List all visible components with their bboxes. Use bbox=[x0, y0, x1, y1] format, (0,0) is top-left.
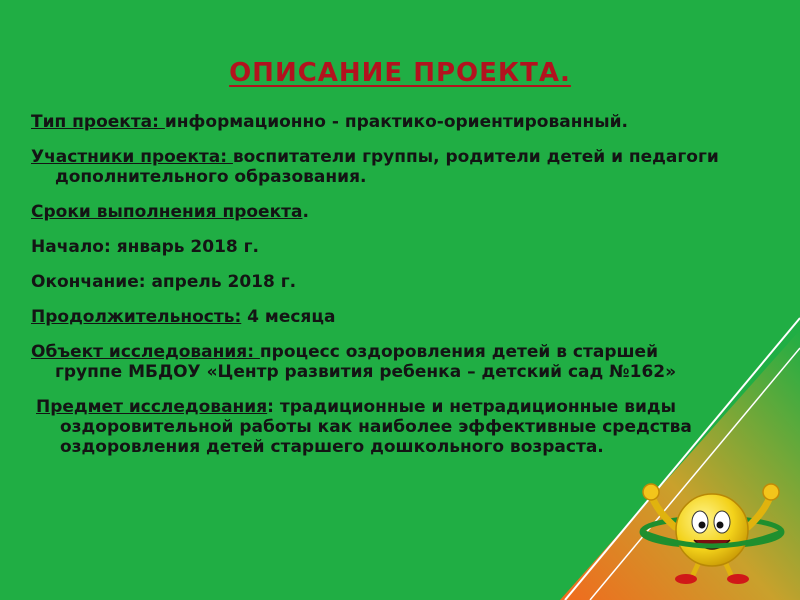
paragraph-research-subject bbox=[31, 397, 731, 457]
smiley-hula-hoop-icon bbox=[630, 472, 790, 587]
label-duration: Продолжительность: bbox=[31, 307, 242, 327]
value-start: Начало: январь 2018 г. bbox=[31, 237, 259, 257]
project-description bbox=[31, 112, 731, 472]
paragraph-project-type bbox=[31, 112, 731, 132]
label-project-type: Тип проекта: bbox=[31, 112, 165, 132]
value-project-type: информационно - практико-ориентированный. bbox=[164, 112, 628, 132]
value-research-subject: : традиционные и нетрадиционные виды оздоровительной работы как наиболее эффективные средства оздоровления детей старшего дошкольного возраста. bbox=[60, 397, 692, 457]
value-end: Окончание: апрель 2018 г. bbox=[31, 272, 297, 292]
label-research-object: Объект исследования: bbox=[31, 342, 260, 362]
page-title: ОПИСАНИЕ ПРОЕКТА. bbox=[229, 58, 571, 88]
label-participants: Участники проекта: bbox=[31, 147, 233, 167]
value-duration: 4 месяца bbox=[241, 307, 336, 327]
paragraph-start bbox=[31, 237, 731, 257]
value-participants: воспитатели группы, родители детей и педагоги дополнительного образования. bbox=[55, 147, 719, 187]
paragraph-deadlines bbox=[31, 202, 731, 222]
paragraph-research-object bbox=[31, 342, 731, 382]
value-deadlines: . bbox=[302, 202, 309, 222]
label-deadlines: Сроки выполнения проекта bbox=[31, 202, 303, 222]
value-research-object: процесс оздоровления детей в старшей группе МБДОУ «Центр развития ребенка – детский сад №162» bbox=[55, 342, 677, 382]
paragraph-participants bbox=[31, 147, 731, 187]
label-research-subject: Предмет исследования bbox=[36, 397, 268, 417]
paragraph-duration bbox=[31, 307, 731, 327]
paragraph-end bbox=[31, 272, 731, 292]
